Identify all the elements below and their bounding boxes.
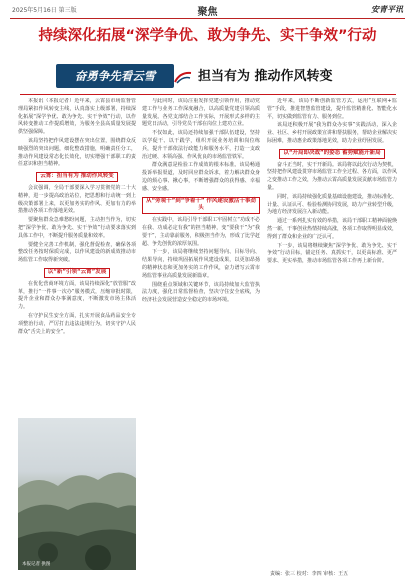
paragraph: 围绕重点领域和关键环节，该局持续加大监管执法力度，强化日常监督检查，坚决守住安全底线，为经济社会发展营造安全稳定的市场环境。	[142, 281, 260, 304]
news-photo	[18, 418, 136, 570]
paragraph: 近年来，该局不断创新监管方式，运用“互联网+监管”手段，推进智慧监管建设，提升监管精准化、智能化水平，切实做到监管有力、服务到位。	[267, 98, 397, 120]
paragraph: 不仅如此，该局还持续加强干部队伍建设，坚持以学促干、以干践学，组织开展业务培训和岗位练兵，提升干部依法行政能力和服务水平，打造一支政治过硬、本领高强、作风优良的市场监管铁军。	[142, 130, 260, 160]
section-heading-text: 以“新”引领“云霄”发展	[44, 268, 110, 278]
section-heading-text: 云霄：担当有为 推动作风转变	[36, 172, 117, 182]
column-logo: 奋勇争先看云雪	[56, 64, 174, 88]
photo-credit: 本报记者 供图	[22, 562, 51, 567]
subhead-divider	[20, 94, 396, 95]
paragraph: 群众满意是检验工作成效的根本标准。该局畅通投诉举报渠道，及时回应群众诉求，着力解决群众身边的烦心事、揪心事，不断增强群众的获得感、幸福感、安全感。	[142, 162, 260, 192]
paragraph: 在实践中，该局引导干部职工牢固树立“功成不必在我、功成必定有我”的担当精神，变“要我干”为“我要干”，主动靠前服务，积极担当作为，形成了比学赶超、争先创优的浓厚氛围。	[142, 217, 260, 247]
paragraph: 下一步，该局将继续坚持问题导向、目标导向、结果导向，持续巩固拓展作风建设成果，以更加昂扬的精神状态和更加务实的工作作风，奋力谱写云霄市场监管事业高质量发展新篇章。	[142, 249, 260, 279]
paragraph: 同时，该局持续强化质量基础设施建设，推动标准化、计量、认证认可、检验检测协同发展，助力产业转型升级，为地方经济发展注入新动能。	[267, 193, 397, 216]
paragraph: 通过一系列扎实有效的举措，该局干部职工精神面貌焕然一新，干事创业热情持续高涨，各项工作取得明显成效，得到了群众和企业的广泛认可。	[267, 218, 397, 240]
mountain-landscape-image	[18, 418, 136, 570]
masthead	[10, 3, 405, 17]
section-heading	[18, 268, 136, 278]
article-column-1	[18, 98, 136, 414]
editor-credits: 责编：张三 校对：李四 审核：王五	[270, 571, 349, 577]
article-subhead: 担当有为 推动作风转变	[198, 69, 333, 84]
paragraph: 会议强调，全局干部要深入学习贯彻党的二十大精神，进一步提高政治站位，把思想和行动统一到上级决策部署上来，以更加务实的作风、更加有力的举措推动各项工作落地见效。	[18, 184, 136, 215]
paragraph: 本报讯（本报记者）近年来，云霄县市场监督管理局紧扣作风转变主线，认真落实上级部署，持续深化拓展“深学争优、敢为争先、实干争效”行动，以作风转变推动工作提质增效，为服务全县高质量发展提供坚强保障。	[18, 98, 136, 136]
paragraph: 与此同时，该局注重发挥党建引领作用，推动党建工作与业务工作深度融合，以高质量党建引领高质量发展。各党支部结合工作实际，开展形式多样的主题党日活动，引导党员干部在岗位上建功立业。	[142, 98, 260, 128]
section-heading-text: 以“开局即决战”的姿态 蓄势赋能开新局	[279, 149, 384, 159]
newspaper-brand: 安青平讯	[371, 5, 403, 14]
headline: 持续深化拓展“深学争优、敢为争先、实干争效”行动	[38, 28, 377, 44]
article-column-3	[267, 98, 397, 570]
paragraph: 要健全完善工作机制，强化督促检查，确保各项整改任务按时保质完成，以作风建设的新成效推动市场监管工作取得新突破。	[18, 241, 136, 264]
section-heading	[18, 172, 136, 182]
paragraph: 该局坚持把作风建设摆在突出位置，围绕群众反映强烈的突出问题，细化整改措施，明确责任分工，推动作风建设常态化长效化，切实增强干部职工的责任意识和担当精神。	[18, 137, 136, 168]
paragraph: 要聚焦群众急难愁盼问题，主动担当作为，切实把“深学争优、敢为争先、实干争效”行动要求落实到具体工作中，不断提升服务质量和效率。	[18, 217, 136, 239]
paragraph: 奋斗正当时，实干开新局。该局将以此次行动为契机，坚持把作风建设贯穿市场监管工作全过程、各方面，以作风之变推动工作之效，为推动云霄高质量发展贡献市场监管力量。	[267, 161, 397, 191]
paragraph: 下一步，该局将继续聚焦“深学争优、敢为争先、实干争效”行动目标，锚定任务、真抓实干，以更高标准、更严要求、更实举措，推动市场监管各项工作再上新台阶。	[267, 242, 397, 265]
section-heading-text: 从“旁观干”到“争着干” 作风建设激活干事劲头	[142, 197, 260, 215]
section-title: 聚焦	[197, 7, 218, 18]
masthead-divider	[10, 18, 405, 19]
paragraph: 在守护民生安全方面，扎实开展食品药品安全专项整治行动，严厉打击违法违规行为，切实守护人民群众“舌尖上的安全”。	[18, 312, 136, 335]
section-heading	[142, 197, 260, 215]
article-column-2	[142, 98, 260, 570]
paragraph: 在优化营商环境方面，该局持续深化“放管服”改革，推行“一件事一次办”服务模式，压缩审批时限，提升企业和群众办事满意度，不断激发市场主体活力。	[18, 280, 136, 311]
paragraph: 该局还积极开展“我为群众办实事”实践活动，深入企业、社区、乡村开展政策宣讲和帮扶服务，帮助企业解决实际困难，推动惠企政策落地见效，助力企业纾困发展。	[267, 122, 397, 144]
section-heading	[267, 149, 397, 159]
issue-date: 2025年5月16日 第三版	[12, 7, 77, 14]
logo-decoration-icon	[174, 70, 192, 84]
